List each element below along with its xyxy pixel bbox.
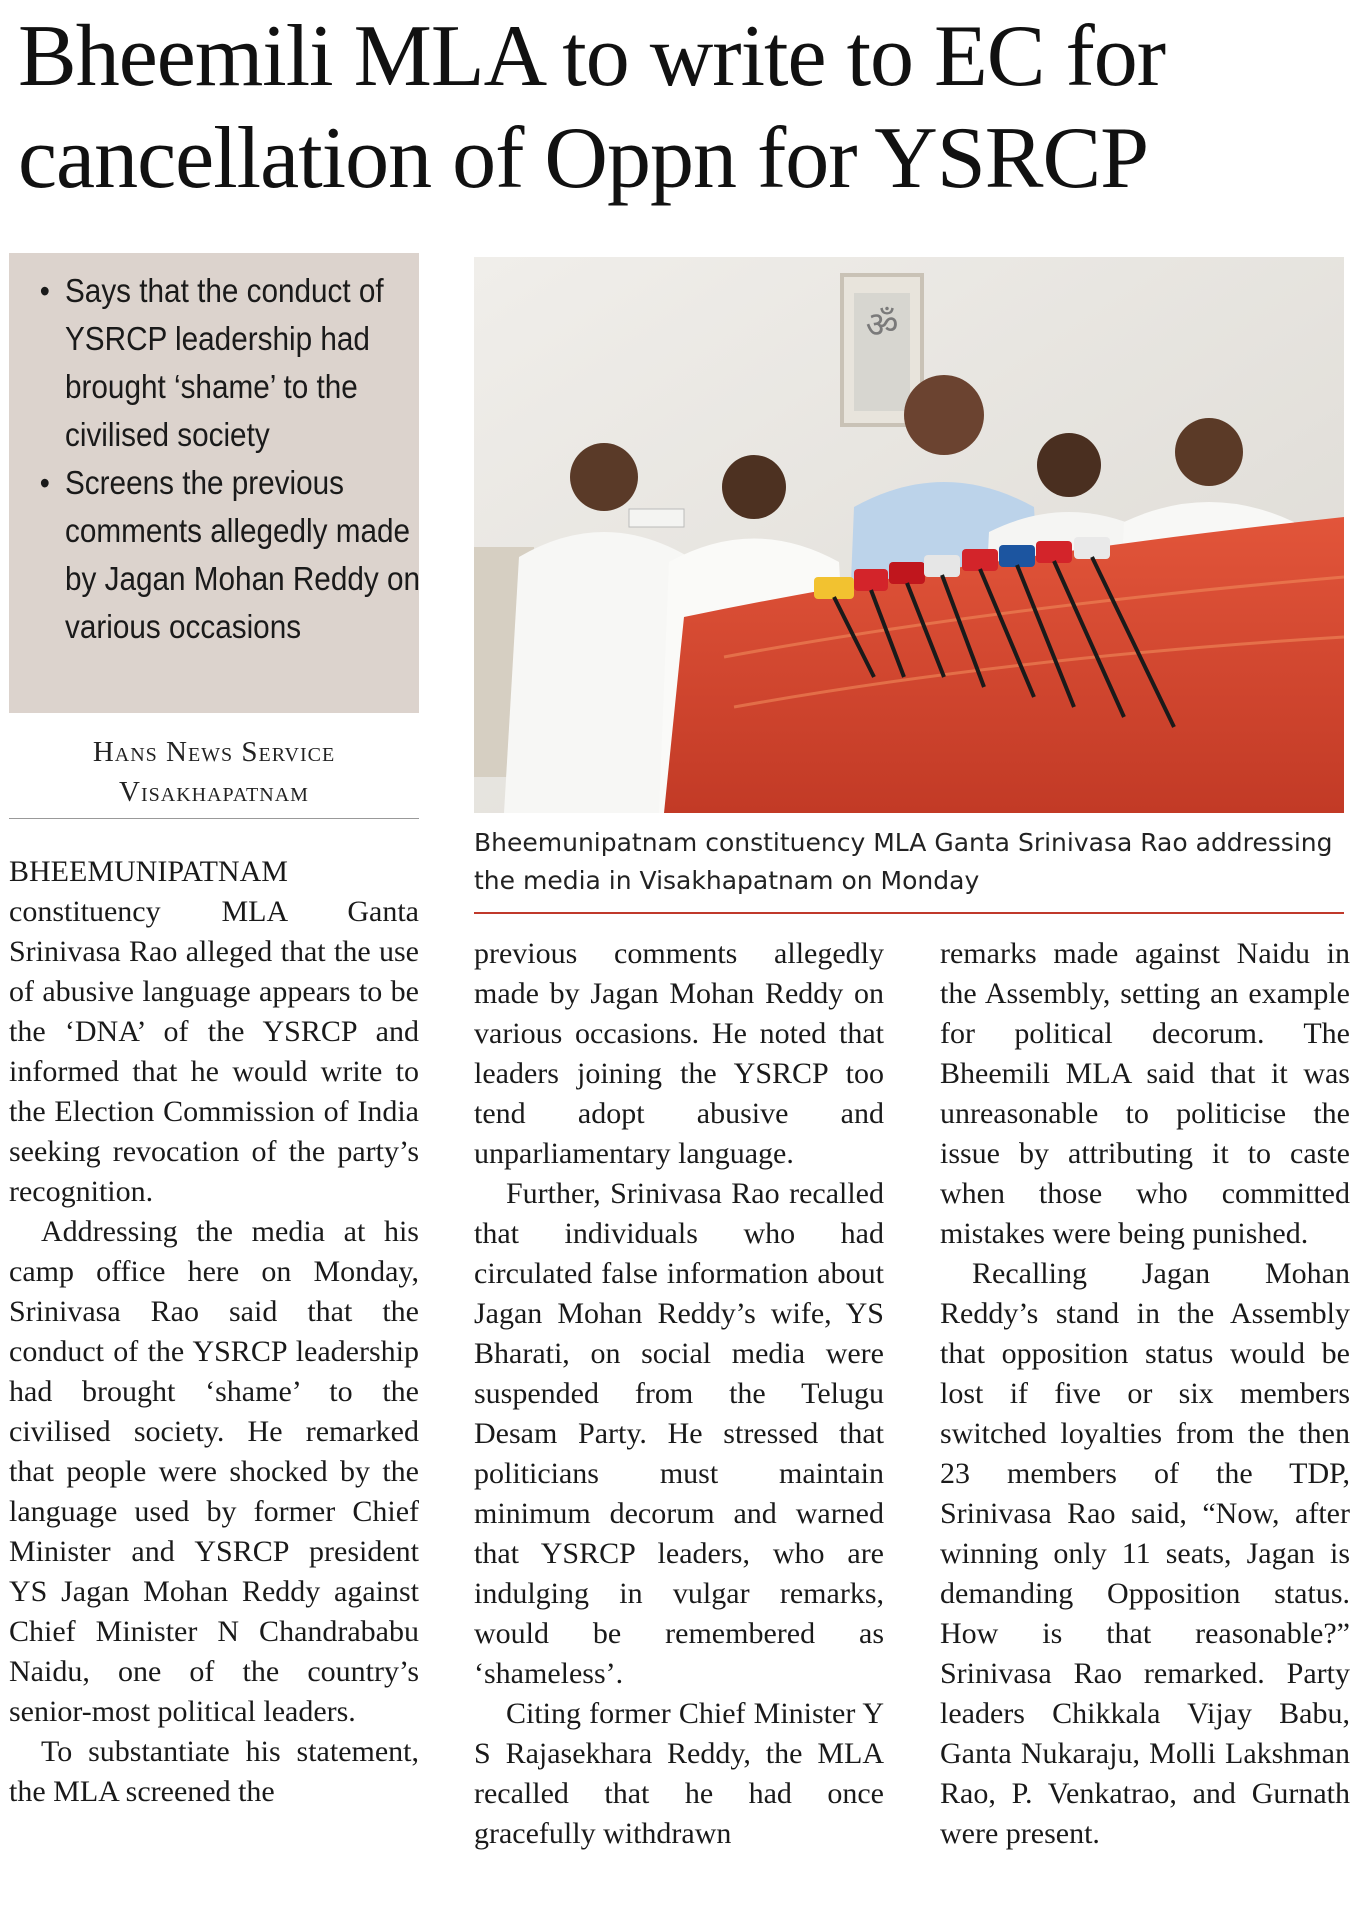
highlights-list [39, 267, 420, 651]
photo-caption: Bheemunipatnam constituency MLA Ganta Srinivasa Rao addressing the media in Visakhapatnam on Monday [474, 828, 1333, 895]
headline-line-2: cancellation of Oppn for YSRCP [18, 110, 1149, 207]
highlight-item [39, 459, 443, 651]
byline-agency: Hans News Service [92, 736, 336, 768]
highlights-box [9, 253, 419, 713]
paragraph: Recalling Jagan Mohan Reddy’s stand in the Assembly that opposition status would be lost if five or six members switched loyalties from the then 23 members of the TDP, Srinivasa Rao said, “Now, after winning only 11 seats, Jagan is demanding Opposition status. How is that reasonable?” Srinivasa Rao remarked. Party leaders Chikkala Vijay Babu, Ganta Nukaraju, Molli Lakshman Rao, P. Venkatrao, and Gurnath were present. [940, 1257, 1350, 1850]
article-column-1 [9, 852, 419, 1812]
photo-illustration [474, 257, 1344, 813]
caption-divider [474, 912, 1344, 914]
bullet-icon: • [39, 465, 50, 501]
article-column-2 [474, 934, 884, 1854]
paragraph: Further, Srinivasa Rao recalled that individuals who had circulated false information about Jagan Mohan Reddy’s wife, YS Bharati, on social media were suspended from the Telugu Desam Party. He stressed that politicians must maintain minimum decorum and warned that YSRCP leaders, who are indulging in vulgar remarks, would be remembered as ‘shameless’. [474, 1177, 884, 1690]
headline-line-1: Bheemili MLA to write to EC for [18, 8, 1166, 105]
highlight-text: Screens the previous comments allegedly made by Jagan Mohan Reddy on various occasions [65, 464, 420, 645]
paragraph: Citing former Chief Minister Y S Rajasekhara Reddy, the MLA recalled that he had once gracefully withdrawn [474, 1697, 884, 1850]
bullet-icon: • [39, 273, 50, 309]
byline-divider [9, 818, 419, 819]
article-column-3 [940, 934, 1350, 1854]
paragraph: remarks made against Naidu in the Assembly, setting an example for political decorum. The Bheemili MLA said that it was unreasonable to politicise the issue by attributing it to caste when those who committed mistakes were being punished. [940, 937, 1350, 1250]
highlight-item [39, 267, 443, 459]
svg-text:ॐ: ॐ [865, 305, 899, 346]
byline [9, 732, 419, 812]
byline-location: Visakhapatnam [119, 776, 309, 808]
headline [18, 6, 1338, 210]
paragraph: previous comments allegedly made by Jagan Mohan Reddy on various occasions. He noted that leaders joining the YSRCP too tend adopt abusive and unparliamentary language. [474, 937, 884, 1170]
press-conference-photo [474, 257, 1344, 813]
paragraph: Addressing the media at his camp office here on Monday, Srinivasa Rao said that the conduct of the YSRCP leadership had brought ‘shame’ to the civilised society. He remarked that people were shocked by the language used by former Chief Minister and YSRCP president YS Jagan Mohan Reddy against Chief Minister N Chandrababu Naidu, one of the country’s senior-most political leaders. [9, 1215, 419, 1728]
paragraph: To substantiate his statement, the MLA screened the [9, 1735, 419, 1808]
highlight-text: Says that the conduct of YSRCP leadership had brought ‘shame’ to the civilised society [65, 272, 384, 453]
paragraph: BHEEMUNIPATNAM constituency MLA Ganta Srinivasa Rao alleged that the use of abusive language appears to be the ‘DNA’ of the YSRCP and informed that he would write to the Election Commission of India seeking revocation of the party’s recognition. [9, 855, 419, 1208]
